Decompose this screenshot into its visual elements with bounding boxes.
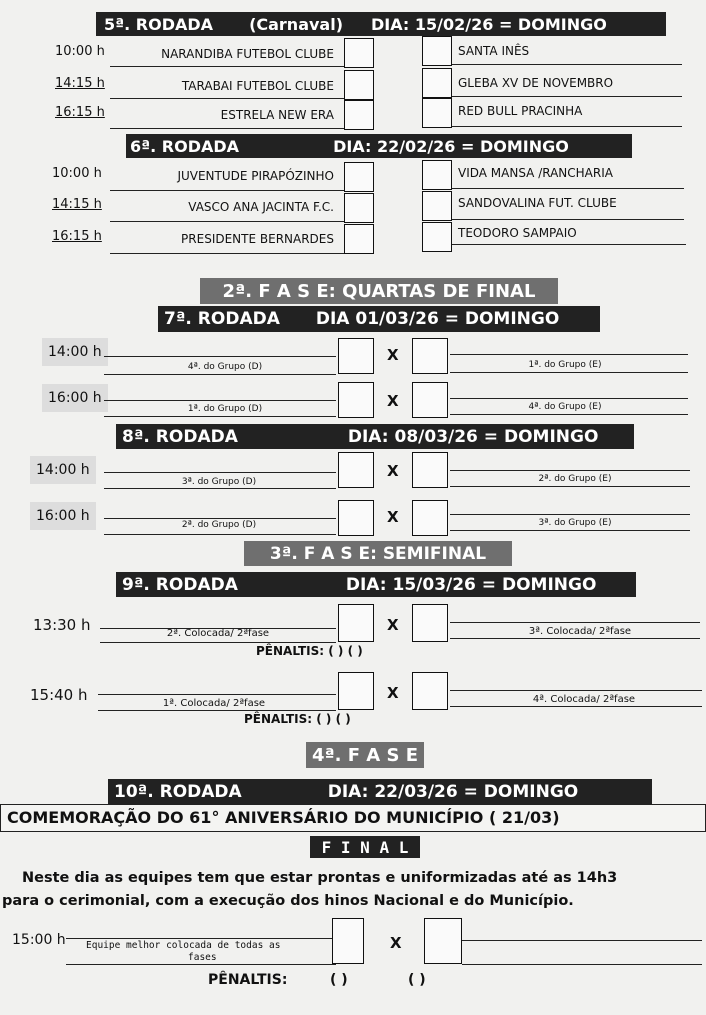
match-line [98, 710, 336, 711]
match-line [104, 488, 336, 489]
final-penalties-label: PÊNALTIS: [208, 972, 288, 988]
match-line [452, 188, 684, 189]
home-score-box[interactable] [338, 452, 374, 488]
home-slot: 2ª. Colocada/ 2ªfase [166, 628, 270, 639]
away-team: GLEBA XV DE NOVEMBRO [458, 76, 614, 90]
match-line [100, 642, 336, 643]
away-slot: 3ª. Colocada/ 2ªfase [528, 626, 632, 637]
round7-header [158, 306, 600, 332]
home-team: NARANDIBA FUTEBOL CLUBE [161, 47, 334, 61]
home-slot: 1ª. Colocada/ 2ªfase [162, 698, 266, 709]
match-time: 13:30 h [33, 616, 91, 634]
match-time: 16:00 h [30, 502, 96, 530]
match-time: 15:40 h [30, 686, 88, 704]
round9-date: DIA: 15/03/26 = DOMINGO [345, 574, 597, 595]
round10-date: DIA: 22/03/26 = DOMINGO [327, 781, 579, 802]
match-line [104, 374, 336, 375]
match-line [104, 534, 336, 535]
round10-label: 10ª. RODADA [114, 781, 242, 802]
away-score-box[interactable] [422, 68, 452, 98]
match-line [450, 514, 690, 515]
away-team: SANDOVALINA FUT. CLUBE [458, 196, 617, 210]
anniversary-banner: COMEMORAÇÃO DO 61° ANIVERSÁRIO DO MUNICÍPIO ( 21/03) [0, 804, 706, 832]
match-line [110, 190, 344, 191]
match-line [104, 472, 336, 473]
home-score-box[interactable] [332, 918, 364, 964]
match-line [450, 354, 688, 355]
home-score-box[interactable] [338, 382, 374, 418]
match-time: 14:00 h [42, 338, 108, 366]
round6-date: DIA: 22/02/26 = DOMINGO [333, 136, 569, 156]
away-score-box[interactable] [422, 191, 452, 221]
match-line [110, 66, 344, 67]
away-slot: 3ª. do Grupo (E) [538, 518, 612, 528]
match-line [104, 518, 336, 519]
match-line [452, 64, 682, 65]
versus-x: X [390, 934, 402, 952]
final-home-slot-2: fases [188, 952, 217, 963]
round6-header [126, 134, 632, 158]
away-score-box[interactable] [412, 672, 448, 710]
match-line [104, 400, 336, 401]
home-score-box[interactable] [338, 500, 374, 536]
home-slot: 4ª. do Grupo (D) [187, 362, 263, 372]
away-score-box[interactable] [422, 98, 452, 128]
round6-label: 6ª. RODADA [130, 136, 240, 156]
match-line [462, 940, 702, 941]
home-team: PRESIDENTE BERNARDES [181, 232, 334, 246]
match-line [450, 414, 688, 415]
match-line [452, 244, 686, 245]
away-score-box[interactable] [422, 36, 452, 66]
match-line [110, 98, 344, 99]
round5-note: (Carnaval) [249, 14, 344, 34]
match-line [66, 964, 336, 965]
penalties-row: PÊNALTIS: ( ) ( ) [244, 712, 351, 726]
away-slot: 4ª. do Grupo (E) [528, 402, 602, 412]
round10-header [108, 779, 652, 804]
home-team: TARABAI FUTEBOL CLUBE [181, 79, 334, 93]
match-time: 14:00 h [30, 456, 96, 484]
away-score-box[interactable] [412, 338, 448, 374]
final-penalty-a: ( ) [330, 972, 348, 988]
round8-label: 8ª. RODADA [122, 426, 238, 447]
match-line [450, 486, 690, 487]
notice-line-1: Neste dia as equipes tem que estar prontas e uniformizadas até as 14h3 [22, 870, 618, 886]
home-slot: 2ª. do Grupo (D) [181, 520, 257, 530]
home-team: ESTRELA NEW ERA [220, 108, 334, 122]
versus-x: X [387, 684, 399, 702]
away-score-box[interactable] [422, 160, 452, 190]
match-line [450, 372, 688, 373]
final-home-slot-1: Equipe melhor colocada de todas as [86, 940, 281, 951]
match-line [450, 470, 690, 471]
match-line [110, 221, 344, 222]
versus-x: X [387, 346, 399, 364]
home-score-box[interactable] [344, 224, 374, 254]
home-score-box[interactable] [344, 38, 374, 68]
round5-header [96, 12, 666, 36]
away-score-box[interactable] [412, 452, 448, 488]
round8-header [116, 424, 634, 449]
phase3-header: 3ª. F A S E: SEMIFINAL [244, 541, 512, 566]
home-score-box[interactable] [344, 70, 374, 100]
match-line [450, 622, 700, 623]
match-time: 10:00 h [52, 166, 102, 181]
home-score-box[interactable] [338, 672, 374, 710]
away-team: TEODORO SAMPAIO [458, 226, 577, 240]
round7-date: DIA 01/03/26 = DOMINGO [315, 309, 560, 329]
round9-header [116, 572, 636, 597]
match-time: 14:15 h [55, 76, 105, 91]
home-score-box[interactable] [344, 193, 374, 223]
away-score-box[interactable] [424, 918, 462, 964]
match-time: 16:15 h [55, 105, 105, 120]
home-score-box[interactable] [344, 100, 374, 130]
match-line [98, 694, 336, 695]
penalties-row: PÊNALTIS: ( ) ( ) [256, 644, 363, 658]
match-line [110, 253, 344, 254]
versus-x: X [387, 508, 399, 526]
versus-x: X [387, 616, 399, 634]
match-line [450, 690, 702, 691]
away-team: VIDA MANSA /RANCHARIA [458, 166, 613, 180]
home-slot: 3ª. do Grupo (D) [181, 477, 257, 487]
away-score-box[interactable] [412, 500, 448, 536]
away-team: SANTA INÊS [458, 44, 530, 58]
match-line [462, 964, 702, 965]
final-time: 15:00 h [12, 932, 66, 948]
round7-label: 7ª. RODADA [164, 309, 280, 329]
home-score-box[interactable] [344, 162, 374, 192]
round5-date: DIA: 15/02/26 = DOMINGO [371, 14, 607, 34]
away-score-box[interactable] [412, 382, 448, 418]
home-slot: 1ª. do Grupo (D) [187, 404, 263, 414]
match-line [450, 398, 688, 399]
away-score-box[interactable] [412, 604, 448, 642]
match-line [104, 416, 336, 417]
away-team: RED BULL PRACINHA [458, 104, 583, 118]
away-slot: 2ª. do Grupo (E) [538, 474, 612, 484]
match-line [452, 219, 684, 220]
final-penalty-b: ( ) [408, 972, 426, 988]
match-time: 16:00 h [42, 384, 108, 412]
home-team: JUVENTUDE PIRAPÓZINHO [177, 169, 334, 183]
away-slot: 4ª. Colocada/ 2ªfase [532, 694, 636, 705]
match-line [104, 356, 336, 357]
phase4-header: 4ª. F A S E [306, 742, 424, 768]
versus-x: X [387, 392, 399, 410]
versus-x: X [387, 462, 399, 480]
match-line [452, 96, 682, 97]
match-time: 10:00 h [55, 44, 105, 59]
home-score-box[interactable] [338, 338, 374, 374]
match-line [66, 938, 336, 939]
home-score-box[interactable] [338, 604, 374, 642]
match-line [450, 530, 690, 531]
round5-label: 5ª. RODADA [104, 14, 214, 34]
round9-label: 9ª. RODADA [122, 574, 238, 595]
away-score-box[interactable] [422, 222, 452, 252]
round8-date: DIA: 08/03/26 = DOMINGO [347, 426, 599, 447]
match-time: 14:15 h [52, 197, 102, 212]
match-line [110, 128, 344, 129]
match-line [450, 706, 702, 707]
notice-line-2: para o cerimonial, com a execução dos hinos Nacional e do Município. [2, 893, 574, 909]
away-slot: 1ª. do Grupo (E) [528, 360, 602, 370]
match-time: 16:15 h [52, 229, 102, 244]
phase2-header: 2ª. F A S E: QUARTAS DE FINAL [200, 278, 558, 304]
home-team: VASCO ANA JACINTA F.C. [188, 200, 334, 214]
final-header: F I N A L [310, 836, 420, 858]
match-line [450, 638, 700, 639]
match-line [452, 126, 682, 127]
